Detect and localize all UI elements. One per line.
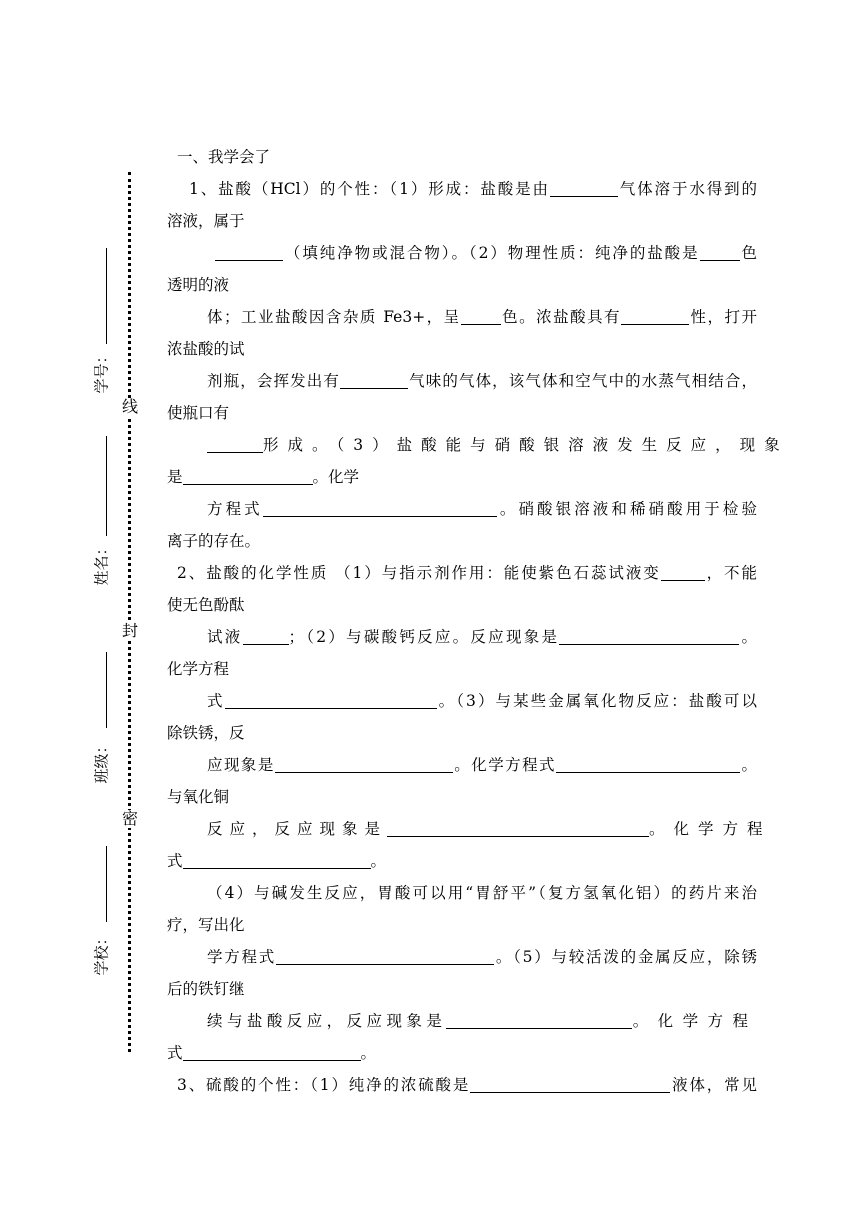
text-line: 使无色酚酞 [167,596,245,614]
answer-blank[interactable] [340,372,408,389]
school-field [86,846,116,984]
text-line: 疗，写出化 [167,916,245,934]
text-line: 透明的液 [167,276,230,294]
answer-blank[interactable] [183,468,313,485]
answer-blank[interactable] [225,692,437,709]
text-line: 形成。（3）盐酸能与硝酸银溶液发生反应，现象 [167,435,757,455]
text-line: 后的铁钉继 [167,980,245,998]
text-line: 溶液，属于 [167,212,245,230]
class-field [86,652,116,790]
answer-blank[interactable] [556,756,740,773]
text-line: 与氧化铜 [167,788,230,806]
text-line: 体；工业盐酸因含杂质 Fe3+，呈 色。浓盐酸具有 性，打开 [207,308,757,326]
text-line: 试液 ；（2）与碳酸钙反应。反应现象是 。 [207,628,757,646]
student-name-line[interactable] [106,436,107,536]
school-label: 学校： [92,930,111,976]
student-id-label: 学号： [92,348,111,394]
text-line: 离子的存在。 [167,532,261,550]
seal-char-mi: 密 [122,809,139,828]
answer-blank[interactable] [700,244,740,261]
text-line: 1、盐酸（HCl）的个性：（1）形成：盐酸是由 气体溶于水得到的 [189,180,757,198]
answer-blank[interactable] [559,628,739,645]
text-line: 使瓶口有 [167,404,230,422]
seal-char-xian: 线 [122,397,139,416]
text-line: 是 。化学 [167,468,360,486]
student-id-line[interactable] [106,248,107,344]
answer-blank[interactable] [263,500,497,517]
text-line: 反应，反应现象是 。化学方程 [207,820,772,838]
answer-blank[interactable] [243,628,289,645]
text-line: 式 。 [167,1044,377,1062]
text-line: （4）与碱发生反应，胃酸可以用“胃舒平”（复方氢氧化铝）的药片来治 [207,884,757,902]
student-id-field [86,248,116,410]
section-heading: 一、我学会了 [177,148,271,166]
answer-blank[interactable] [621,308,689,325]
answer-blank[interactable] [207,436,263,453]
text-line: 应现象是 。化学方程式 。 [207,756,757,774]
text-line: 方程式 。硝酸银溶液和稀硝酸用于检验 [207,500,757,518]
answer-blank[interactable] [183,852,371,869]
answer-blank[interactable] [276,948,494,965]
text-line: 2、盐酸的化学性质 （1）与指示剂作用：能使紫色石蕊试液变 ，不能 [177,564,757,582]
answer-blank[interactable] [215,244,283,261]
student-name-field [86,436,116,596]
class-label: 班级： [92,738,111,784]
answer-blank[interactable] [387,820,649,837]
answer-blank[interactable] [461,308,501,325]
text-line: 式 。（3）与某些金属氧化物反应：盐酸可以 [207,692,757,710]
answer-blank[interactable] [470,1076,670,1093]
text-line: （填纯净物或混合物）。（2）物理性质：纯净的盐酸是 色 [167,243,757,263]
binding-dotted-line [128,172,131,1052]
text-line: 3、硫酸的个性：（1）纯净的浓硫酸是 液体，常见 [177,1076,757,1094]
text-line: 化学方程 [167,660,230,678]
text-line: 浓盐酸的试 [167,340,245,358]
answer-blank[interactable] [661,564,705,581]
student-name-label: 姓名： [92,540,111,586]
answer-blank[interactable] [446,1012,632,1029]
school-line[interactable] [106,846,107,922]
answer-blank[interactable] [183,1044,361,1061]
text-line: 续与盐酸反应，反应现象是 。化学方程 [207,1012,757,1030]
answer-blank[interactable] [550,180,618,197]
class-line[interactable] [106,652,107,728]
text-line: 式 。 [167,852,387,870]
seal-char-feng: 封 [122,621,139,640]
text-line: 剂瓶，会挥发出有 气味的气体，该气体和空气中的水蒸气相结合， [207,372,757,390]
answer-blank[interactable] [275,756,453,773]
text-line: 除铁锈，反 [167,724,245,742]
text-line: 学方程式 。（5）与较活泼的金属反应，除锈 [207,948,757,966]
